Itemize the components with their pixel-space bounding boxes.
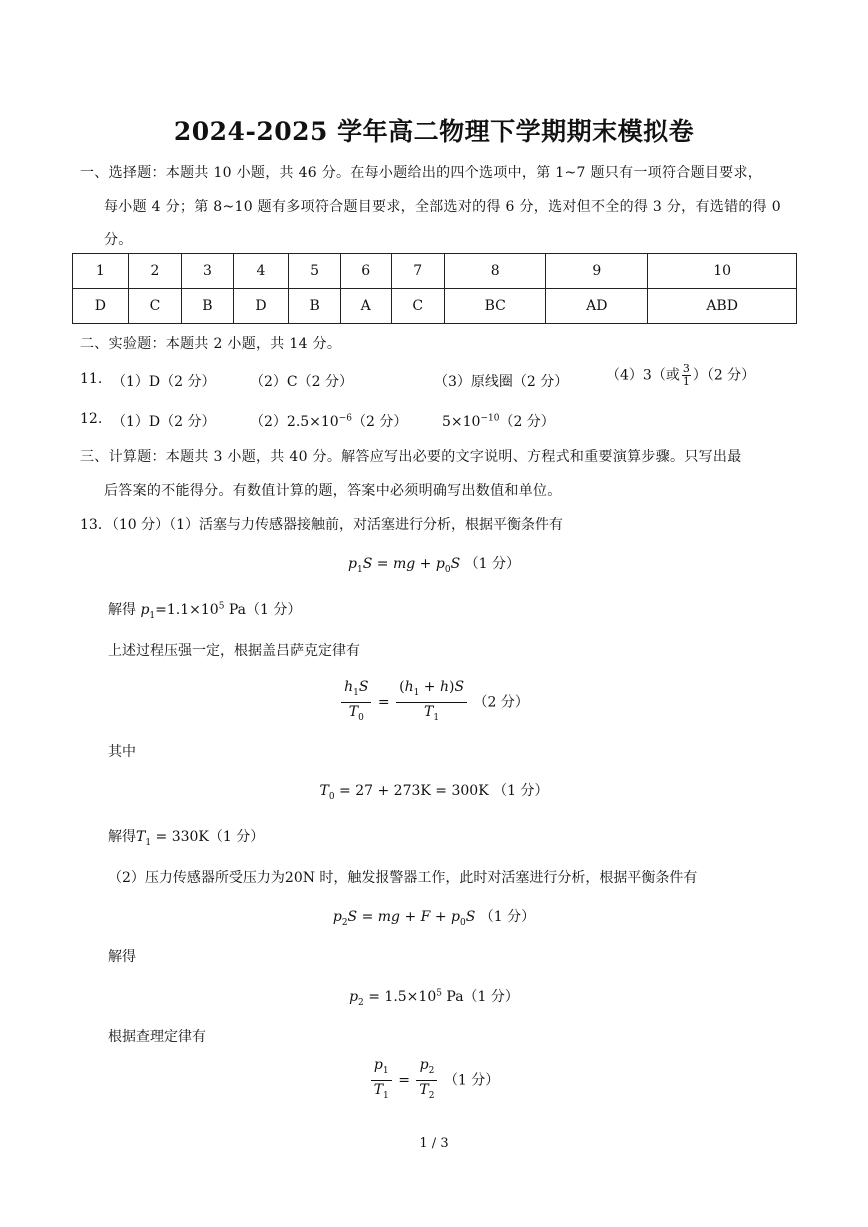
fraction: $\frac{p_1}{T_1}$ — [371, 1056, 392, 1105]
q12-part2-pre: （2）2.5×10 — [250, 414, 339, 430]
solve-t1-value: = 330K（1 分） — [155, 829, 265, 845]
table-cell: 2 — [128, 254, 181, 289]
table-cell: B — [182, 289, 233, 324]
fraction: $\frac{p_2}{T_2}$ — [416, 1056, 437, 1105]
q13-part2: （2）压力传感器所受压力为20N 时，触发报警器工作，此时对活塞进行分析，根据平衡条件有 — [108, 870, 698, 886]
solve-p1: 解得 $p_1=1.1\times 10^5$ Pa（1 分） — [108, 601, 302, 621]
t0-value: = 27 + 273K = 300K — [339, 783, 489, 799]
section2-heading: 二、实验题：本题共 2 小题，共 14 分。 — [80, 336, 342, 352]
solve-p1-exponent: 5 — [218, 601, 225, 612]
table-cell: 5 — [289, 254, 340, 289]
table-cell: 3 — [182, 254, 233, 289]
table-cell: 10 — [648, 254, 797, 289]
table-cell: 6 — [340, 254, 391, 289]
q12-part2-exponent: −6 — [338, 413, 352, 424]
table-cell: 1 — [73, 254, 129, 289]
answer-table-number-row — [73, 254, 797, 289]
section3-line1: 三、计算题：本题共 3 小题，共 40 分。解答应写出必要的文字说明、方程式和重要演算步骤。只写出最 — [80, 449, 742, 465]
page-title: 2024-2025 学年高二物理下学期期末模拟卷 — [173, 117, 695, 146]
p2-value: = 1.5×10 — [368, 989, 437, 1005]
charles-text: 根据查理定律有 — [108, 1029, 206, 1045]
solve-label: 解得 — [108, 829, 136, 845]
table-cell: A — [340, 289, 391, 324]
q12-part2-post: （2 分） — [352, 414, 408, 430]
equation-score: （1 分） — [479, 909, 536, 925]
q12-part2 — [250, 411, 407, 431]
q12-part3-pre: 5×10 — [442, 414, 481, 430]
table-cell: D — [233, 289, 289, 324]
q11-fraction — [682, 363, 691, 388]
fraction: $\frac{h_1S}{T_0}$ — [341, 678, 371, 727]
table-cell: C — [128, 289, 181, 324]
table-cell: D — [73, 289, 129, 324]
q11-part2: （2）C（2 分） — [250, 374, 353, 390]
equation-p2: $p_2 = 1.5\times 10^5$ Pa（1 分） — [349, 988, 519, 1008]
page-number: 1 / 3 — [419, 1136, 449, 1151]
table-cell: 8 — [444, 254, 545, 289]
equation-score: （1 分） — [464, 556, 520, 572]
q12-part3-post: （2 分） — [499, 414, 555, 430]
table-cell: BC — [444, 289, 545, 324]
table-cell: ABD — [648, 289, 797, 324]
fraction-numerator: 3 — [682, 362, 690, 375]
table-cell: 7 — [391, 254, 444, 289]
equation-balance-1: $p_1S$ = mg + $p_0S$ （1 分） — [348, 556, 520, 575]
q11-label: 11. — [80, 371, 103, 387]
fraction-denominator: 1 — [682, 375, 690, 388]
table-cell: C — [391, 289, 444, 324]
gay-lussac-text: 上述过程压强一定，根据盖吕萨克定律有 — [108, 643, 360, 659]
q12-part1: （1）D（2 分） — [112, 414, 216, 430]
equation-score: （1 分） — [493, 783, 549, 799]
section3-line2: 后答案的不能得分。有数值计算的题，答案中必须明确写出数值和单位。 — [104, 483, 562, 499]
q12-part3 — [442, 411, 555, 431]
q13-intro: 13．（10 分）（1）活塞与力传感器接触前，对活塞进行分析，根据平衡条件有 — [80, 517, 563, 533]
answer-table-answer-row — [73, 289, 797, 324]
equation-score: （2 分） — [473, 694, 529, 711]
q11-part4-pre: （4）3（或 — [606, 367, 680, 384]
table-cell: B — [289, 289, 340, 324]
solve-p1-value: =1.1×10 — [155, 602, 219, 618]
solve-p1-unit: Pa（1 分） — [228, 602, 302, 618]
solve-text: 解得 — [108, 949, 136, 965]
section1-line2: 每小题 4 分；第 8~10 题有多项符合题目要求，全部选对的得 6 分，选对但不全的得 3 分，有选错的得 0 — [104, 199, 781, 215]
equation-balance-2: $p_2S$ = mg + $F + p_0S$ （1 分） — [332, 909, 536, 928]
q11-part4 — [606, 363, 755, 388]
q12-label: 12. — [80, 411, 103, 427]
equation-charles: $\frac{p_1}{T_1}$ = $\frac{p_2}{T_2}$ （1 分） — [0, 1056, 868, 1105]
section1-line3: 分。 — [104, 232, 133, 248]
equation-t0: $T_0 = 27 + 273K = 300K$ （1 分） — [319, 783, 549, 802]
table-cell: 4 — [233, 254, 289, 289]
equation-gay-lussac: $\frac{h_1S}{T_0}$ = $\frac{(h_1 + h)S}{T_1}$ （2 分） — [0, 678, 868, 727]
q11-part4-post: ）（2 分） — [692, 367, 756, 384]
p2-exponent: 5 — [436, 988, 442, 999]
q11-part1: （1）D（2 分） — [112, 374, 216, 390]
table-cell: 9 — [546, 254, 648, 289]
solve-t1: 解得$T_1 = 330K(1$ 分） — [108, 829, 265, 848]
fraction: $\frac{(h_1 + h)S}{T_1}$ — [396, 678, 467, 727]
q11-part3: （3）原线圈（2 分） — [434, 374, 569, 390]
section1-line1: 一、选择题：本题共 10 小题，共 46 分。在每小题给出的四个选项中，第 1~7 题只有一项符合题目要求， — [80, 165, 763, 181]
p2-unit: Pa（1 分） — [446, 989, 519, 1005]
q12-part3-exponent: −10 — [480, 413, 500, 424]
table-cell: AD — [546, 289, 648, 324]
where-text: 其中 — [108, 744, 136, 760]
answer-table — [72, 253, 797, 324]
equation-score: （1 分） — [443, 1072, 500, 1089]
solve-label: 解得 — [108, 602, 136, 618]
